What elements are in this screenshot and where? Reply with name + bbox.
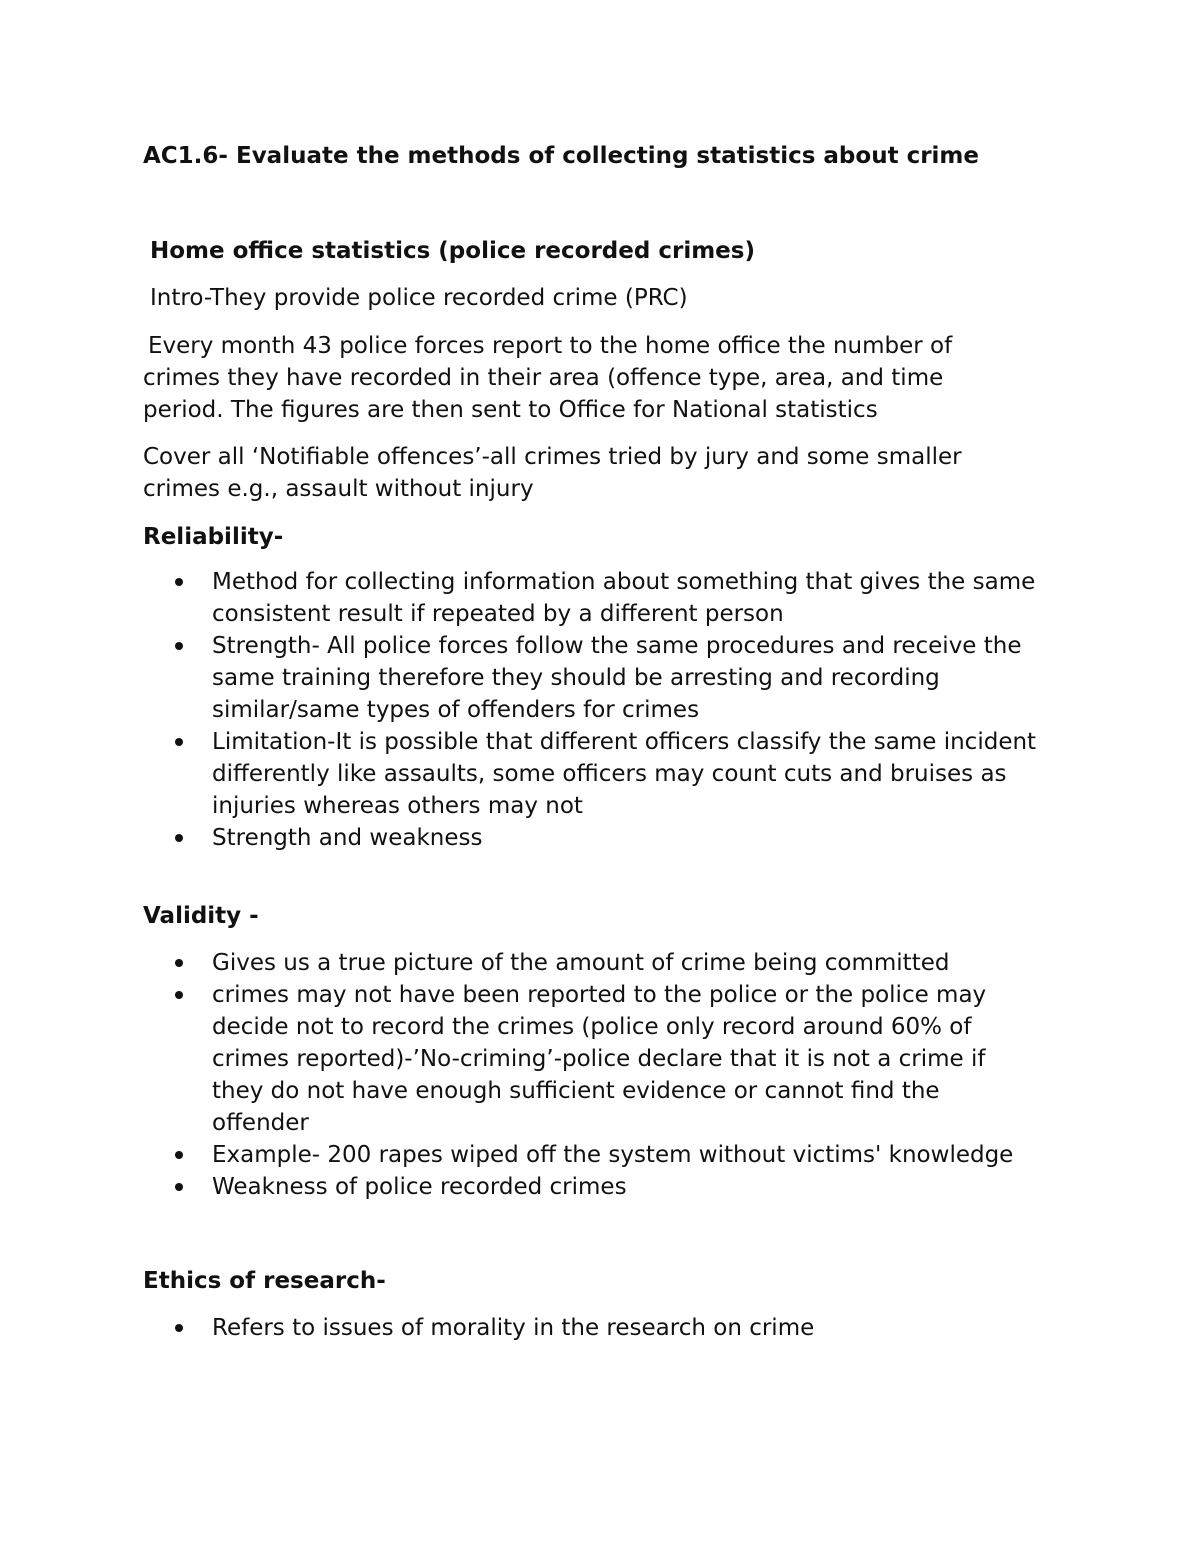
list-item: [143, 1171, 1083, 1203]
bullet-icon: [175, 1324, 183, 1332]
bullet-icon: [175, 1151, 183, 1159]
bullet-icon: [175, 578, 183, 586]
list-item-line: offender: [212, 1110, 309, 1136]
list-item-line: differently like assaults, some officers may count cuts and bruises as: [212, 761, 1007, 787]
section-heading-home-office: Home office statistics (police recorded crimes): [150, 238, 755, 264]
notifiable-offences-paragraph: [143, 441, 1003, 505]
list-item-line: Example- 200 rapes wiped off the system without victims' knowledge: [212, 1142, 1014, 1168]
section-heading-validity: Validity -: [143, 903, 259, 929]
list-item: [143, 822, 1083, 854]
list-item: [143, 1312, 1083, 1344]
list-item: [143, 947, 1083, 979]
paragraph-line: Cover all ‘Notifiable offences’-all crimes tried by jury and some smaller: [143, 444, 962, 470]
list-item-line: Refers to issues of morality in the research on crime: [212, 1315, 815, 1341]
ethics-list: [143, 1312, 1083, 1344]
paragraph-line: Every month 43 police forces report to the home office the number of: [148, 333, 953, 359]
list-item-line: same training therefore they should be arresting and recording: [212, 665, 940, 691]
bullet-icon: [175, 642, 183, 650]
list-item-line: Limitation-It is possible that different officers classify the same incident: [212, 729, 1037, 755]
list-item-line: Gives us a true picture of the amount of crime being committed: [212, 950, 950, 976]
list-item-line: they do not have enough sufficient evidence or cannot find the: [212, 1078, 940, 1104]
monthly-report-paragraph: [143, 330, 1003, 426]
list-item-line: similar/same types of offenders for crimes: [212, 697, 700, 723]
bullet-icon: [175, 834, 183, 842]
paragraph-line: period. The figures are then sent to Office for National statistics: [143, 397, 878, 423]
list-item-line: Strength and weakness: [212, 825, 483, 851]
bullet-icon: [175, 1183, 183, 1191]
section-heading-reliability: Reliability-: [143, 524, 284, 550]
list-item-line: injuries whereas others may not: [212, 793, 583, 819]
list-item-line: crimes may not have been reported to the police or the police may: [212, 982, 987, 1008]
intro-paragraph: Intro-They provide police recorded crime (PRC): [150, 285, 688, 311]
list-item-line: decide not to record the crimes (police only record around 60% of: [212, 1014, 972, 1040]
document-title: AC1.6- Evaluate the methods of collecting statistics about crime: [143, 143, 979, 169]
list-item-line: Method for collecting information about something that gives the same: [212, 569, 1036, 595]
bullet-icon: [175, 738, 183, 746]
list-item-line: consistent result if repeated by a different person: [212, 601, 784, 627]
list-item: [143, 566, 1083, 630]
list-item: [143, 979, 1083, 1139]
bullet-icon: [175, 959, 183, 967]
list-item-line: Strength- All police forces follow the same procedures and receive the: [212, 633, 1022, 659]
list-item-line: Weakness of police recorded crimes: [212, 1174, 627, 1200]
list-item: [143, 1139, 1083, 1171]
list-item-line: crimes reported)-’No-criming’-police declare that it is not a crime if: [212, 1046, 986, 1072]
paragraph-line: crimes they have recorded in their area (offence type, area, and time: [143, 365, 944, 391]
validity-list: [143, 947, 1083, 1203]
reliability-list: [143, 566, 1083, 854]
paragraph-line: crimes e.g., assault without injury: [143, 476, 534, 502]
list-item: [143, 630, 1083, 726]
list-item: [143, 726, 1083, 822]
bullet-icon: [175, 991, 183, 999]
section-heading-ethics: Ethics of research-: [143, 1268, 386, 1294]
